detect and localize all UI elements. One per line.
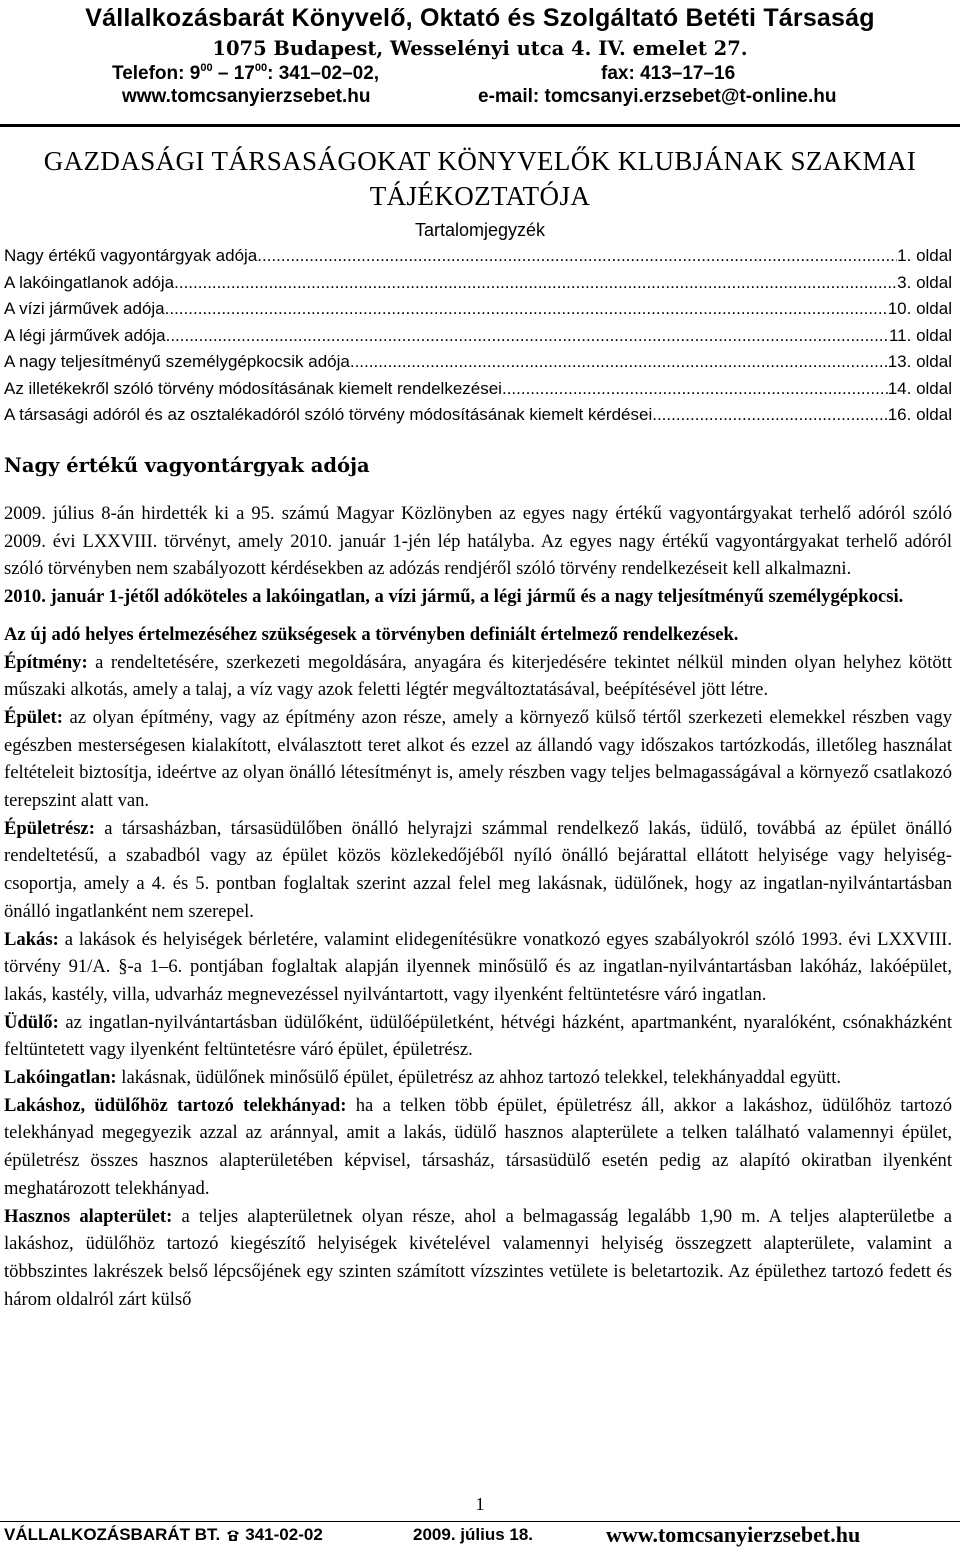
toc-entry-title: A lakóingatlanok adója — [4, 272, 175, 292]
page-number: 1 — [475, 1494, 485, 1514]
definition-telekhanyad: Lakáshoz, üdülőhöz tartozó telekhányad: ha a telken több épület, épületrész áll, akkor a lakáshoz, üdülőhöz tartozó telekhányad megegyezik azzal az aránnyal, amit a lakás, üdülő hasznos alapterülete a telken található valamennyi épület, épületrész összes hasznos alapterületében képvisel, társasház, társasüdülő esetén pedig az alapító okiratban ilyenként meghatározott telekhányad. — [4, 1094, 952, 1199]
definition-epulet: Épület: az olyan építmény, vagy az építmény azon része, amely a környező külső tértől szerkezeti elemekkel részben vagy egészben mesterségesen kialakított, elválasztott teret alkot és ezzel az állandó vagy időszakos tartózkodás, illetőleg használat feltételeit biztosítja, ideértve az olyan önálló létesítményt is, amely részben vagy teljes belmagasságával a környező csatlakozó terepszint alatt van. — [4, 706, 952, 812]
toc-entry-title: A légi járművek adója — [4, 325, 166, 345]
definition-lakas: Lakás: a lakások és helyiségek bérletére, valamint elidegenítésükre vonatkozó egyes szabályokról szóló 1993. évi LXXVIII. törvény 91/A. §-a 1–6. pontjában foglaltak alapján ilyennek minősülő és az ingatlan-nyilvántartásban lakóház, lakóépület, lakás, kastély, villa, udvarház megnevezéssel nyilvántartott, vagy ilyenként feltüntetésre váró ingatlan. — [4, 928, 952, 1005]
definition-epuletresz: Épületrész: a társasházban, társasüdülőben önálló helyrajzi számmal rendelkező lakás, üdülő, továbbá az épület önálló rendeltetésű, a szabadból vagy az épület közös közlekedőjéből nyíló önálló bejárattal ellátott helyisége vagy helyiség-csoportja, amely a 4. és 5. pontban foglaltak szerint azzal felel meg lakásnak, üdülőnek, hogy az ingatlan-nyilvántartásban önálló ingatlanként nem szerepel. — [4, 817, 952, 922]
toc-leader-dots — [652, 405, 887, 425]
toc-entry[interactable] — [4, 402, 952, 429]
toc-leader-dots — [502, 379, 888, 399]
toc-entry-page: 11. oldal — [888, 325, 952, 345]
toc-entry[interactable] — [4, 296, 952, 323]
company-name: Vállalkozásbarát Könyvelő, Oktató és Szolgáltató Betéti Társaság — [85, 4, 875, 32]
toc-entry-page: 16. oldal — [887, 405, 952, 425]
toc-entry-title: A vízi járművek adója — [4, 299, 165, 319]
toc-entry-title: Nagy értékű vagyontárgyak adója — [4, 246, 258, 266]
toc-leader-dots — [174, 273, 897, 293]
toc-leader-dots — [350, 352, 888, 372]
toc-entry-page: 13. oldal — [887, 352, 952, 372]
toc-entry-title: A társasági adóról és az osztalékadóról szóló törvény módosításának kiemelt kérdései — [4, 405, 653, 425]
definition-lakoingatlan: Lakóingatlan: lakásnak, üdülőnek minősülő épület, épületrész az ahhoz tartozó telekkel, telekhányaddal együtt. — [4, 1067, 842, 1089]
toc-entry-page: 10. oldal — [887, 299, 952, 319]
toc-entry[interactable] — [4, 349, 952, 376]
page-footer — [0, 1522, 960, 1548]
toc-entry-title: A nagy teljesítményű személygépkocsik adója — [4, 352, 350, 372]
table-of-contents — [4, 243, 952, 429]
toc-entry[interactable] — [4, 376, 952, 403]
toc-entry-title: Az illetékekről szóló törvény módosításának kiemelt rendelkezései — [4, 378, 502, 398]
header-website-link[interactable]: www.tomcsanyierzsebet.hu — [122, 86, 371, 107]
toc-heading: Tartalomjegyzék — [414, 220, 546, 240]
definition-udulo: Üdülő: az ingatlan-nyilvántartásban üdülőként, üdülőépületként, hétvégi házként, apartmanként, nyaralóként, csónakházként feltüntetett vagy ilyenként feltüntetésre váró épület, épületrész. — [4, 1011, 952, 1061]
company-address: 1075 Budapest, Wesselényi utca 4. IV. emelet 27. — [212, 37, 748, 60]
toc-entry[interactable] — [4, 270, 952, 297]
toc-entry[interactable] — [4, 243, 952, 270]
phone-number: Telefon: $9^{00} - 17^{00}$: 341–02–02, — [112, 62, 380, 84]
section-title: Nagy értékű vagyontárgyak adója — [4, 454, 370, 477]
toc-leader-dots — [257, 246, 897, 266]
paragraph-definitions-intro: Az új adó helyes értelmezéséhez szükségesek a törvényben definiált értelmező rendelkezések. — [4, 623, 739, 645]
toc-leader-dots — [166, 326, 889, 346]
definition-epitmeny: Építmény: a rendeltetésére, szerkezeti megoldására, anyagára és kiterjedésére tekintet nélkül minden olyan helyhez kötött műszaki alkotás, amely a talaj, a víz vagy azok feletti légtér megváltoztatásával, beépítésével jött létre. — [4, 651, 952, 701]
paragraph-taxable: 2010. január 1-jétől adóköteles a lakóingatlan, a vízi jármű, a légi jármű és a nagy teljesítményű személygépkocsi. — [4, 586, 904, 608]
footer-date: 2009. július 18. — [413, 1525, 534, 1544]
paragraph-intro: 2009. július 8-án hirdették ki a 95. számú Magyar Közlönyben az egyes nagy értékű vagyontárgyakat terhelő adóról szóló 2009. évi LXXVIII. törvényt, amely 2010. január 1-jén lép hatályba. Az egyes nagy értékű vagyontárgyakat terhelő adóról szóló törvényben nem szabályozott kérdésekben az adózás rendjéről szóló törvény rendelkezéseit kell alkalmazni. — [4, 503, 952, 580]
footer-company: VÁLLALKOZÁSBARÁT BT. 341-02-02 — [4, 1525, 323, 1544]
toc-entry-page: 14. oldal — [887, 378, 952, 398]
header-divider — [0, 124, 960, 127]
footer-website-link[interactable]: www.tomcsanyierzsebet.hu — [606, 1522, 861, 1547]
toc-entry[interactable] — [4, 323, 952, 350]
header-email-link[interactable]: e-mail: tomcsanyi.erzsebet@t-online.hu — [478, 86, 837, 107]
toc-entry-page: 1. oldal — [897, 246, 952, 266]
telephone-icon — [226, 1523, 240, 1535]
section-body — [4, 500, 952, 1313]
fax-number: fax: 413–17–16 — [601, 63, 736, 84]
definition-hasznos-alapterulet: Hasznos alapterület: a teljes alapterületnek olyan része, ahol a belmagasság legalább 1,90 m. A teljes alapterületbe a lakáshoz, üdülőhöz tartozó kiegészítő helyiségek kivételével valamennyi helyiség összegzett alapterülete, valamint a többszintes lakrészek belső lépcsőjének egy szinten számított vízszintes vetülete is beletartozik. Az épülethez tartozó fedett és három oldalról zárt külső — [4, 1205, 952, 1310]
toc-leader-dots — [165, 299, 888, 319]
toc-entry-page: 3. oldal — [897, 272, 952, 292]
page-title: GAZDASÁGI TÁRSASÁGOKAT KÖNYVELŐK KLUBJÁNAK SZAKMAI TÁJÉKOZTATÓJA — [43, 146, 917, 211]
